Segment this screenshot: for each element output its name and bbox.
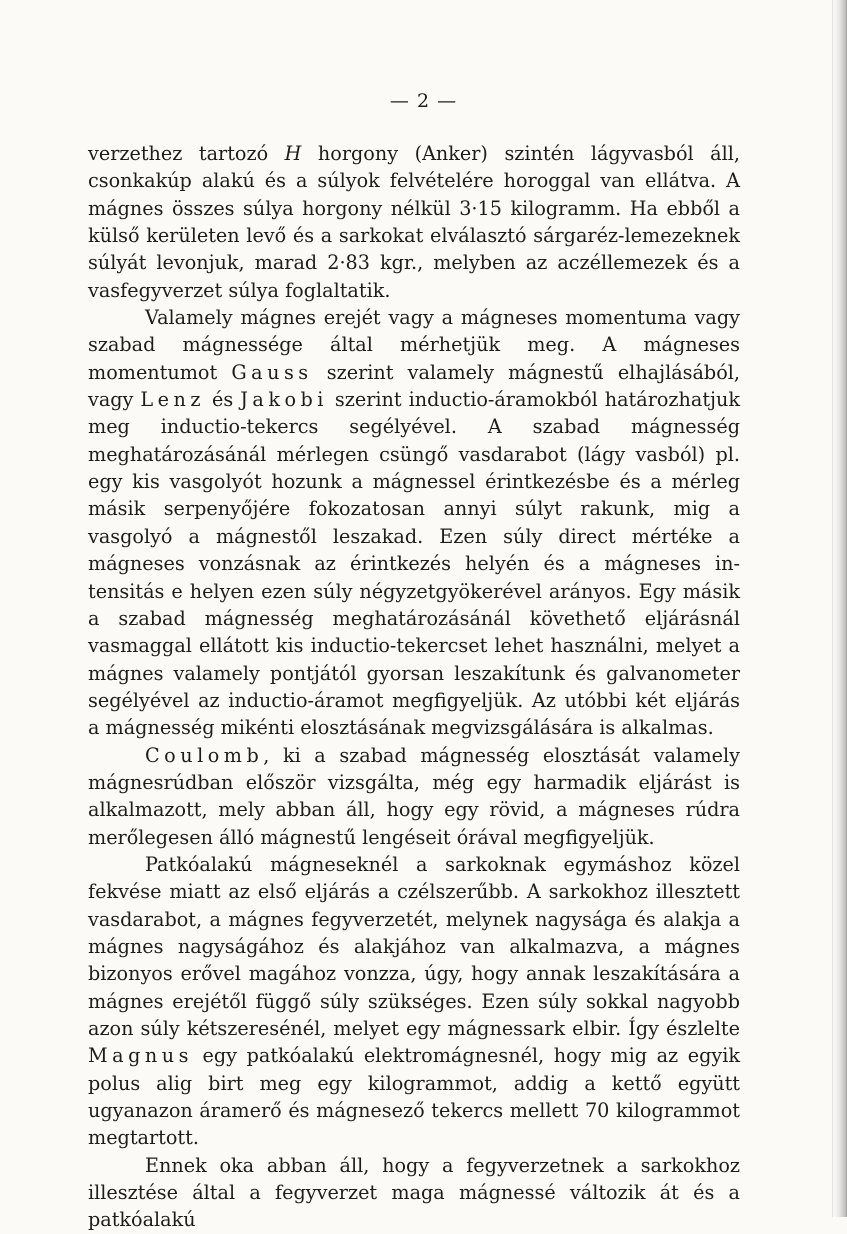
text-segment: horgony (Anker) szintén lágyvasból áll, csonkakúp alakú és a súlyok felvételére horoggal van ellátva. A mágnes összes súlya horgony nélkül 3·15 kilogramm. Ha ebből a külső kerületen levő és a sarkokat elválasztó sárgaréz-lemezeknek súlyát levonjuk, marad 2·83 kgr., melyben az aczéllemezek és a vasfegyverzet súlya foglaltatik.: [88, 142, 740, 302]
name-jakobi: Jakobi: [240, 388, 328, 412]
text-segment: Valamely mágnes erejét vagy a mágneses momentuma vagy szabad mágnessége által mérhetjük meg. A mágneses momentumot: [88, 306, 740, 384]
paragraph-2: [88, 304, 740, 742]
text-segment-italic: H: [284, 142, 302, 165]
paragraph-3: [88, 742, 740, 851]
page-edge-shadow: [833, 0, 847, 1217]
text-segment: szerint inductio-áramokból határozhatjuk meg inductio-tekercs segélyével. A szabad mágnesség meghatározásánál mérlegen csüngő vasdarabot (lágy vasból) pl. egy kis vasgolyót hozunk a mágnessel érintkezésbe és a mérleg másik serpenyőjére fokozatosan annyi súlyt rakunk, mig a vasgolyó a mágnestől leszakad. Ezen súly direct mértéke a mágneses vonzásnak az érintkezés helyén és a mágneses intensitás e helyen ezen súly négyzetgyökerével arányos. Egy másik a szabad mágnesség meghatározásánál követhető eljárásnál vasmaggal ellátott kis inductio-tekercset lehet használni, melyet a mágnes valamely pontjától gyorsan leszakítunk és galvanometer segélyével az inductio-áramot megfigyeljük. Az utóbbi két eljárás a mágnesség mikénti elosztásának megvizsgálására is alkalmas.: [88, 388, 740, 740]
paragraph-4: [88, 851, 740, 1152]
paragraph-1: [88, 140, 740, 304]
text-segment: Patkóalakú mágneseknél a sarkoknak egymáshoz közel fekvése miatt az első eljárás a czélszerűbb. A sarkokhoz illesztett vasdarabot, a mágnes fegyverzetét, melynek nagysága és alakja a mágnes nagyságához és alakjához van alkalmazva, a mágnes bizonyos erővel magához vonzza, úgy, hogy annak leszakítására a mágnes erejétől függő súly szükséges. Ezen súly sokkal nagyobb azon súly kétszeresénél, melyet egy mágnessark elbir. Így észlelte: [88, 852, 740, 1040]
text-segment: és: [204, 388, 241, 412]
text-segment: egy patkóalakú elektromágnesnél, hogy mig az egyik polus alig birt meg egy kilogrammot, addig a kettő együtt ugyanazon áramerő és mágnesező tekercs mellett 70 kilogrammot megtartott.: [88, 1044, 740, 1150]
text-segment: Ennek oka abban áll, hogy a fegyverzetnek a sarkokhoz illesztése által a fegyverzet maga mágnessé változik át és a patkóalakú: [88, 1153, 740, 1232]
text-segment: verzethez tartozó: [88, 142, 285, 165]
body-text: [88, 140, 740, 1234]
name-coulomb: Coulomb: [145, 743, 264, 767]
text-segment: , ki a szabad mágnesség elosztását valamely mágnesrúdban először vizsgálta, még egy harmadik eljárást is alkalmazott, mely abban áll, hogy egy rövid, a mágneses rúdra merőlegesen álló mágnestű lengéseit órával megfigyeljük.: [88, 743, 740, 849]
page-number: — 2 —: [389, 90, 458, 112]
name-magnus: Magnus: [88, 1044, 193, 1068]
name-lenz: Lenz: [140, 388, 205, 412]
text-segment: szerint valamely mágnestű elhajlásából, vagy: [88, 360, 740, 412]
paragraph-5: [88, 1152, 740, 1234]
name-gauss: Gauss: [231, 360, 313, 384]
